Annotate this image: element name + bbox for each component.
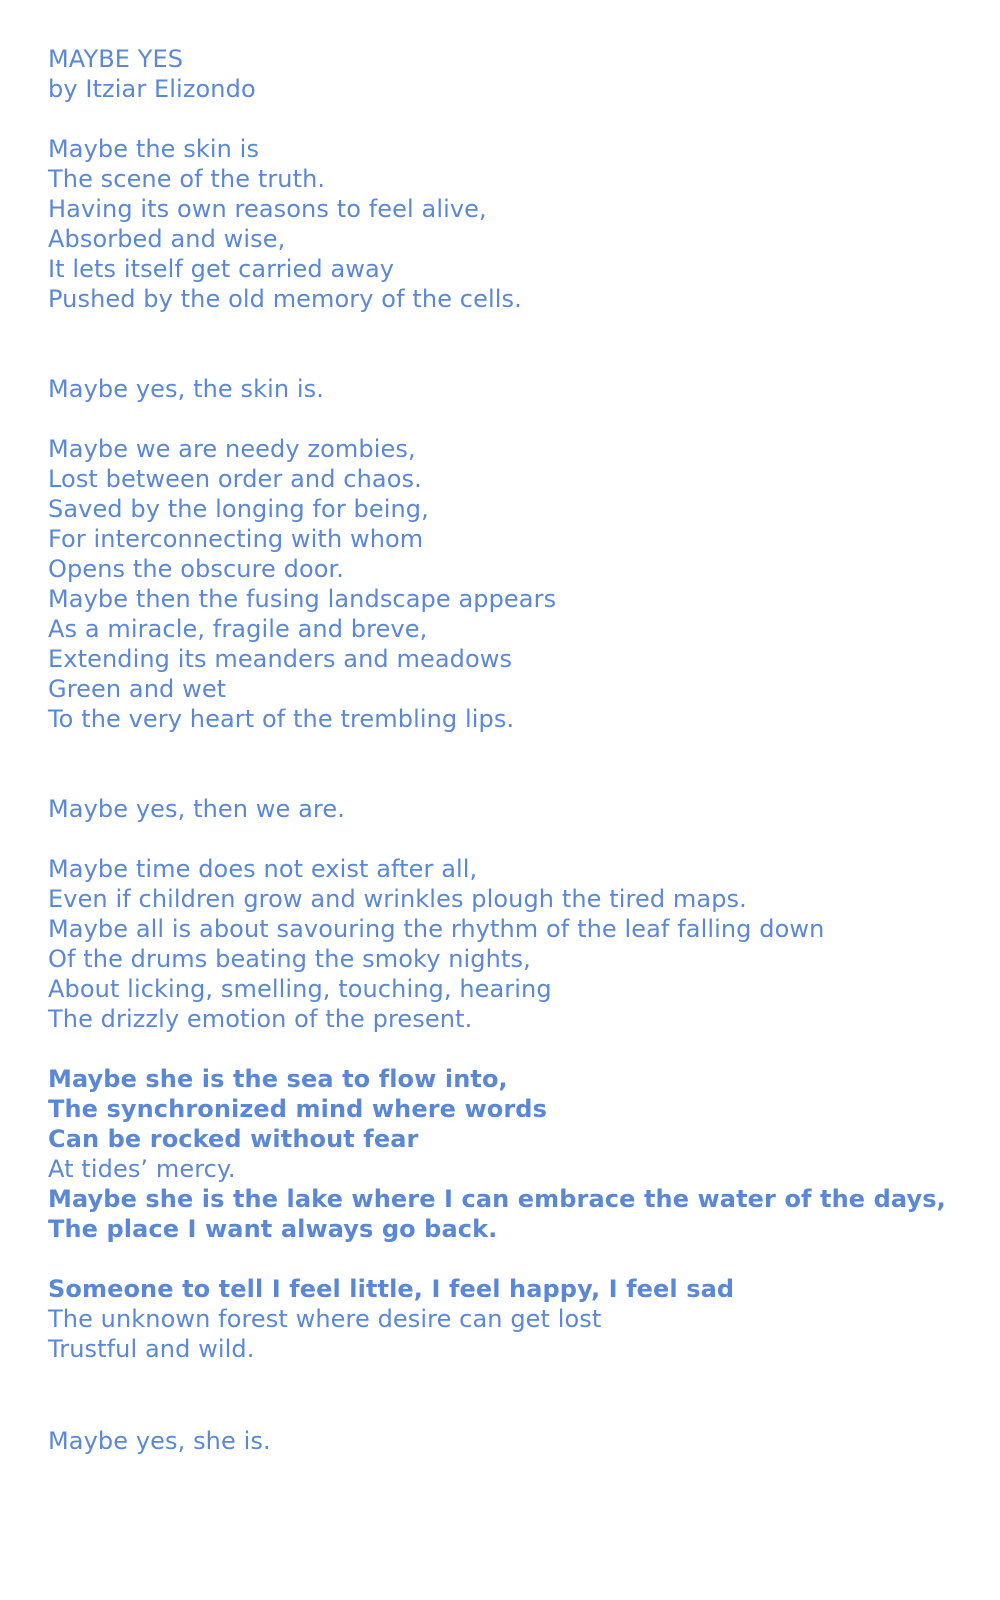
poem-line: At tides’ mercy. [48,1155,236,1183]
poem-line: Lost between order and chaos. [48,465,422,493]
poem-line: Having its own reasons to feel alive, [48,195,487,223]
poem-line: Maybe yes, she is. [48,1427,271,1455]
poem-line: Maybe then the fusing landscape appears [48,585,557,613]
poem-line: To the very heart of the trembling lips. [48,705,515,733]
poem-line: It lets itself get carried away [48,255,395,283]
poem-document [48,44,978,1456]
stanza [48,854,978,1034]
poem-line: The synchronized mind where words [48,1095,547,1123]
poem-line: The place I want always go back. [48,1215,498,1243]
poem-line: Maybe yes, the skin is. [48,375,325,403]
stanza-spacer [48,104,978,134]
stanza-spacer [48,404,978,434]
poem-line: Pushed by the old memory of the cells. [48,285,522,313]
stanza [48,794,978,824]
stanza [48,1274,978,1364]
stanza [48,1064,978,1244]
poem-line: The scene of the truth. [48,165,326,193]
stanza-spacer [48,734,978,794]
poem-line: The drizzly emotion of the present. [48,1005,473,1033]
poem-header [48,44,978,104]
poem-line: Saved by the longing for being, [48,495,429,523]
poem-line: Maybe time does not exist after all, [48,855,478,883]
poem-line: Maybe she is the lake where I can embrace the water of the days, [48,1185,946,1213]
poem-line: Someone to tell I feel little, I feel happy, I feel sad [48,1275,735,1303]
poem-line: The unknown forest where desire can get lost [48,1305,602,1333]
poem-body [48,134,978,1456]
poem-line: Maybe the skin is [48,135,260,163]
stanza [48,1426,978,1456]
stanza-spacer [48,314,978,374]
poem-line: About licking, smelling, touching, hearing [48,975,552,1003]
poem-line: Extending its meanders and meadows [48,645,513,673]
poem-line: Maybe all is about savouring the rhythm of the leaf falling down [48,915,825,943]
stanza-spacer [48,824,978,854]
poem-line: Maybe yes, then we are. [48,795,345,823]
stanza [48,434,978,734]
poem-line: Can be rocked without fear [48,1125,419,1153]
poem-byline: by Itziar Elizondo [48,75,256,103]
stanza-spacer [48,1034,978,1064]
stanza-spacer [48,1364,978,1426]
stanza-spacer [48,1244,978,1274]
poem-line: Maybe we are needy zombies, [48,435,416,463]
poem-title: MAYBE YES [48,45,184,73]
poem-line: Trustful and wild. [48,1335,255,1363]
poem-line: As a miracle, fragile and breve, [48,615,428,643]
poem-line: Of the drums beating the smoky nights, [48,945,531,973]
poem-line: Absorbed and wise, [48,225,286,253]
poem-line: Maybe she is the sea to flow into, [48,1065,508,1093]
stanza [48,374,978,404]
stanza [48,134,978,314]
poem-line: For interconnecting with whom [48,525,424,553]
poem-line: Opens the obscure door. [48,555,345,583]
poem-line: Green and wet [48,675,227,703]
poem-line: Even if children grow and wrinkles plough the tired maps. [48,885,747,913]
